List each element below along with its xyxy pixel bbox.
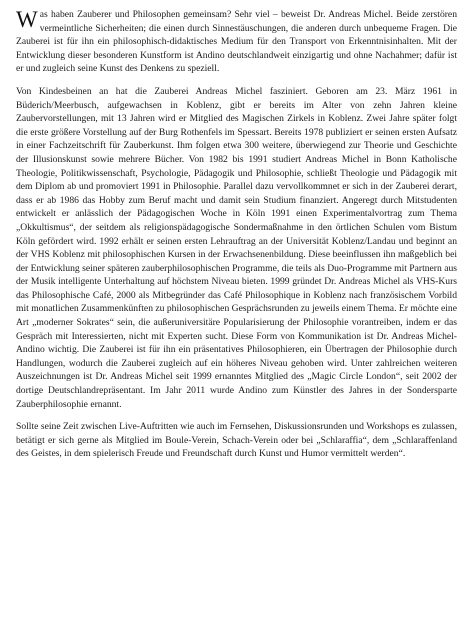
biography-paragraph: Von Kindesbeinen an hat die Zauberei Andreas Michel fasziniert. Geboren am 23. März 1961 in Büderich/Meerbusch, aufgewachsen in Koblenz, gibt er bereits im Alter von zehn Jahren kleine Zaubervorstellungen, mit 13 Jahren wird er Mitglied des Magischen Zirkels in Koblenz. Zwei Jahre später folgt die erste größere Vorstellung auf der Burg Rothenfels im Spessart. Bereits 1978 publiziert er seinen ersten Aufsatz in einer Fachzeitschrift für Zauberkunst. Ihm folgen etwa 300 weitere, überwiegend zur Theorie und Geschichte der Illusionskunst sowie mehrere Bücher. Von 1982 bis 1991 studiert Andreas Michel in Bonn Katholische Theologie, Politikwissenschaft, Psychologie, Pädagogik und Philosophie, schließt Theologie und Pädagogik mit dem Diplom ab und promoviert 1991 in Philosophie. Parallel dazu vervollkommnet er sich in der Zauberei derart, dass er ab 1986 das Hobby zum Beruf macht und damit sein Studium finanziert. Angeregt durch Mitstudenten entwickelt er anlässlich der Pädagogischen Woche in Köln 1991 einen Experimentalvortrag zum Thema „Okkultismus“, der seitdem als religionspädagogische Sondermaßnahme in den örtlichen Schulen vom Bistum Köln gefördert wird. 1992 erhält er seinen ersten Lehrauftrag an der Universität Koblenz/Landau und beginnt an der VHS Koblenz mit philosophischen Kursen in der Erwachsenenbildung. Diese beeinflussen ihn maßgeblich bei der Entwicklung seiner späteren zauberphilosophischen Programme, die teils als Duo-Programme mit Partnern aus der Musik intelligente Unterhaltung auf höchstem Niveau bieten. 1999 gründet Dr. Andreas Michel als VHS-Kurs das Philosophische Café, 2000 als Mitbegründer das Café Philosophique in Koblenz nach französischem Vorbild mit monatlichen Zusammenkünften zu philosophischen Gesprächsrunden zu jeweils einem Thema. Er möchte eine Art „moderner Sokrates“ sein, die außeruniversitäre Popularisierung der Philosophie vorantreiben, indem er das Gespräch mit Interessierten, nicht mit Experten sucht. Diese Form von Kommunikation ist Dr. Andreas Michel-Andino wichtig. Die Zauberei ist für ihn ein präsentatives Philosophieren, ein Übertragen der Philosophie durch Handlungen, wodurch die Zauberei zugleich auf ein höheres Niveau gehoben wird. Unter zahlreichen weiteren Auszeichnungen ist Dr. Andreas Michel seit 1999 ernanntes Mitglied des „Magic Circle London“, seit 2002 der dortige Deutschlandrepräsentant. Im Jahr 2011 wurde Andino zum Künstler des Jahres in der Sondersparte Zauberphilosophie ernannt. — [16, 85, 457, 410]
intro-paragraph — [16, 8, 457, 76]
closing-paragraph: Sollte seine Zeit zwischen Live-Auftritten wie auch im Fernsehen, Diskussionsrunden und Workshops es zulassen, betätigt er sich gerne als Mitglied im Boule-Verein, Schach-Verein oder bei „Schlaraffia“, dem „Schlaraffenland des Geistes, in dem spielerisch Freude und Freundschaft durch Kunst und Humor vermittelt werden“. — [16, 421, 457, 460]
article-page — [16, 8, 457, 470]
intro-text: as haben Zauberer und Philosophen gemeinsam? Sehr viel – beweist Dr. Andreas Michel. Beide zerstören vermeintliche Sicherheiten; die einen durch Sinnestäuschungen, die anderen durch unbequeme Fragen. Die Zauberei ist für ihn ein philosophisch-didaktisches Medium für den Transport von Erkenntnisinhalten. Mit der Entwicklung dieser besonderen Kunstform ist Andino deutschlandweit einzigartig und ohne Nachahmer; dafür ist er und zugleich seine Kunst des Denkens zu speziell. — [16, 9, 457, 75]
drop-cap: W — [16, 7, 38, 32]
